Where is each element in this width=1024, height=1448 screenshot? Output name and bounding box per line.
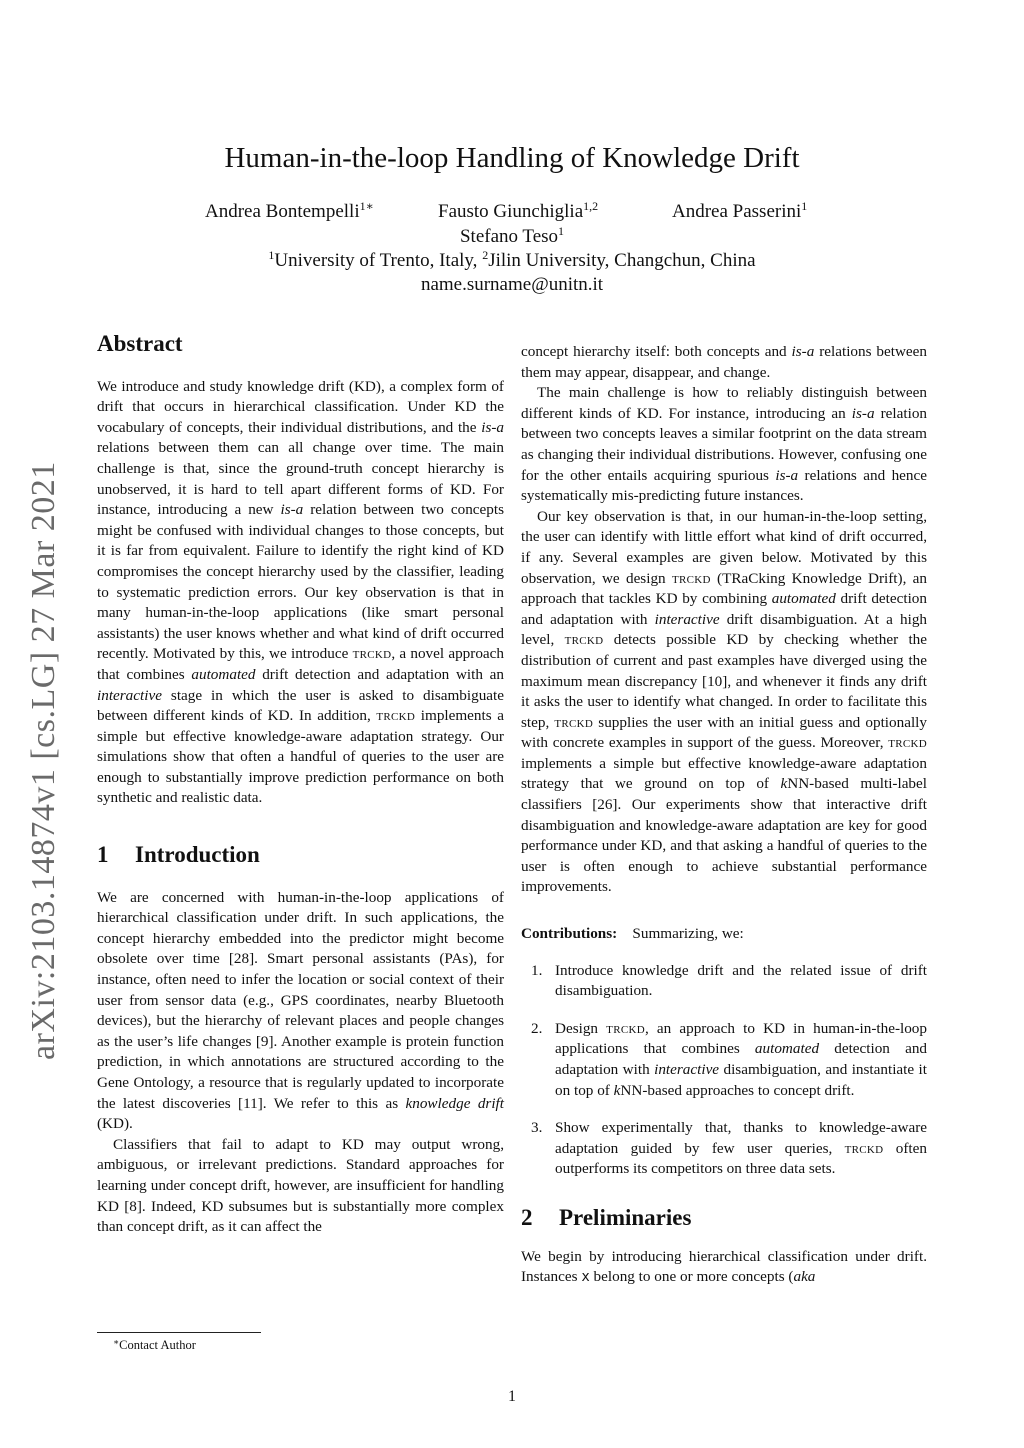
- right-paragraph-2: Our key observation is that, in our human-in-the-loop setting, the user can identify with little effort what kind of drift occurred, if any. Several examples are given below. Motivated by this observation, we design trckd (TRaCking Knowledge Drift), an approach that tackles KD by combining automated drift detection and adaptation with interactive drift disambiguation. At a high level, trckd detects possible KD by checking whether the distribution of current and past examples have diverged using the maximum mean discrepancy [10], and whenever it finds any drift it asks the user to identify what changed. In order to facilitate this step, trckd supplies the user with an initial guess and optionally with concrete examples in support of the guess. Moreover, trckd implements a simple but effective knowledge-aware adaptation strategy that we ground on top of kNN-based multi-label classifiers [26]. Our experiments show that interactive drift disambiguation and knowledge-aware adaptation are key for good performance under KD, and that asking a handful of queries to the user is often enough to achieve substantial performance improvements.: [521, 507, 928, 896]
- page-number: 1: [508, 1388, 516, 1405]
- list-item: 3. Show experimentally that, thanks to knowledge-aware adaptation guided by few user queries, trckd often outperforms its competitors on three data sets.: [531, 1119, 927, 1178]
- intro-paragraph-2: Classifiers that fail to adapt to KD may output wrong, ambiguous, or irrelevant predictions. Standard approaches for learning under concept drift, however, are insufficient for handling KD [8]. Indeed, KD subsumes but is substantially more complex than concept drift, as it can affect the: [97, 1135, 504, 1236]
- intro-paragraph-1: We are concerned with human-in-the-loop applications of hierarchical classification under drift. In such applications, the concept hierarchy embedded into the predictor might become obsolete over time [28]. Smart personal assistants (PAs), for instance, often need to infer the location or social context of their user from sensor data (e.g., GPS coordinates, nearby Bluetooth devices), but the hierarchy of relevant places and people changes as the user’s life changes [9]. Another example is protein function prediction, in which annotations are structured according to the Gene Ontology, a resource that is regularly updated to incorporate the latest discoveries [11]. We refer to this as knowledge drift (KD).: [97, 888, 504, 1133]
- list-item: 1. Introduce knowledge drift and the related issue of drift disambiguation.: [531, 961, 927, 1000]
- author-2: Fausto Giunchiglia$^{1,2}$: [438, 199, 599, 222]
- footnote-divider: [97, 1332, 261, 1333]
- author-3: Andrea Passerini$^1$: [672, 199, 808, 222]
- arxiv-identifier: arXiv:2103.14874v1 [cs.LG] 27 Mar 2021: [25, 461, 62, 1060]
- contributions-list: [521, 961, 927, 1180]
- affiliations: $^1$University of Trento, Italy, $^2$Jilin University, Changchun, China: [268, 248, 756, 271]
- abstract-heading: Abstract: [97, 331, 183, 356]
- abstract-text: We introduce and study knowledge drift (KD), a complex form of drift that occurs in hierarchical classification. Under KD the vocabulary of concepts, their individual distributions, and the is-a relations between them can all change over time. The main challenge is that, since the ground-truth concept hierarchy is unobserved, it is hard to tell apart different forms of KD. For instance, introducing a new is-a relation between two concepts might be confused with individual changes to those concepts, but it is far from equivalent. Failure to identify the right kind of KD compromises the concept hierarchy used by the classifier, leading to systematic prediction errors. Our key observation is that in many human-in-the-loop applications (like smart personal assistants) the user knows whether and what kind of drift occurred recently. Motivated by this, we introduce trckd, a novel approach that combines automated drift detection and adaptation with an interactive stage in which the user is asked to disambiguate between different kinds of KD. In addition, trckd implements a simple but effective knowledge-aware adaptation strategy. Our simulations show that often a handful of queries to the user are enough to substantially improve prediction performance on both synthetic and realistic data.: [97, 377, 504, 807]
- preliminaries-paragraph: We begin by introducing hierarchical classification under drift. Instances x belong to one or more concepts (aka: [521, 1247, 927, 1286]
- paper-title: Human-in-the-loop Handling of Knowledge Drift: [224, 142, 800, 174]
- right-paragraph-1: The main challenge is how to reliably distinguish between different kinds of KD. For instance, introducing an is-a relation between two concepts leaves a similar footprint on the data stream as changing their individual distributions. However, confusing one for the other entails acquiring spurious is-a relations and hence systematically mis-predicting future instances.: [521, 384, 928, 505]
- section-2-heading: 2 Preliminaries: [521, 1204, 692, 1230]
- footnote: ∗Contact Author: [113, 1337, 196, 1352]
- left-column: [97, 331, 504, 1238]
- author-4: Stefano Teso$^1$: [459, 224, 565, 247]
- right-column: [521, 342, 927, 1288]
- contributions-intro: Contributions: Summarizing, we:: [521, 925, 744, 943]
- right-paragraph-0: concept hierarchy itself: both concepts and is-a relations between them may appear, disappear, and change.: [521, 343, 927, 381]
- list-item: 2. Design trckd, an approach to KD in human-in-the-loop applications that combines automated detection and adaptation with interactive disambiguation, and instantiate it on top of kNN-based approaches to concept drift.: [531, 1019, 928, 1099]
- section-1-heading: 1 Introduction: [97, 842, 260, 868]
- contact-email: name.surname@unitn.it: [420, 274, 604, 295]
- author-1: Andrea Bontempelli$^{1∗}$: [205, 199, 374, 222]
